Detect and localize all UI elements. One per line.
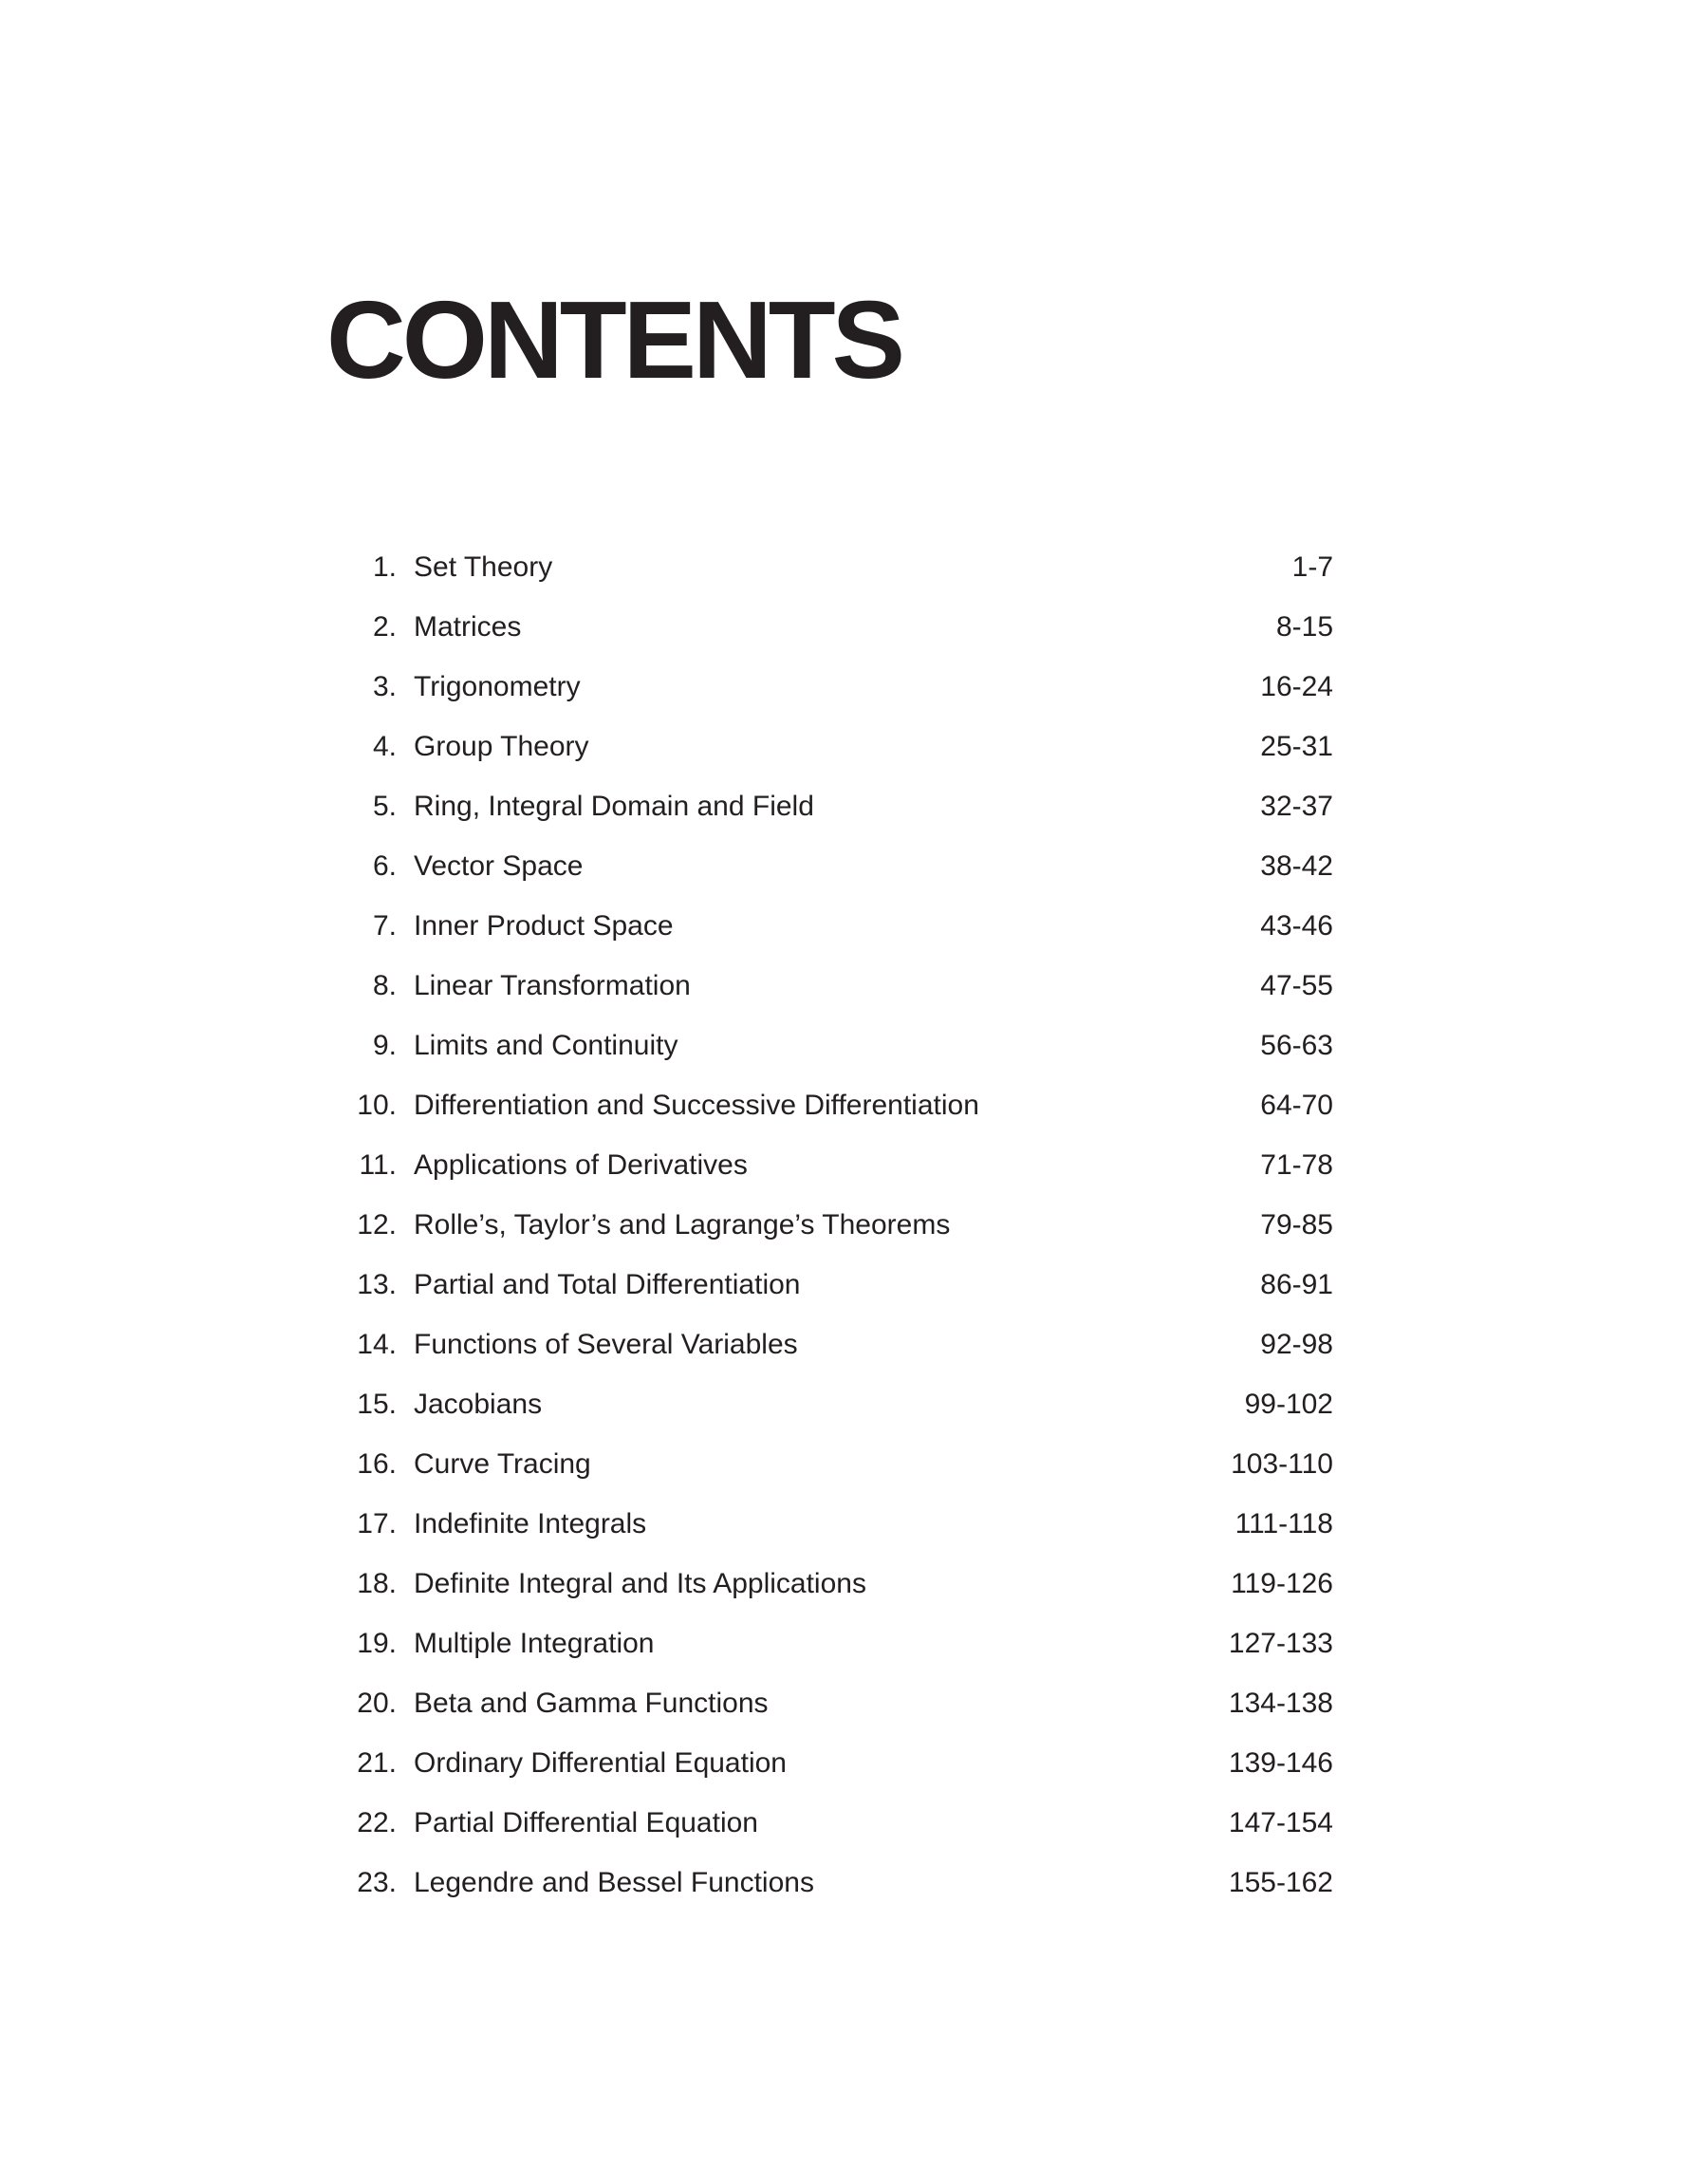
chapter-number: 17. [357,1508,397,1539]
chapter-title: Rolle’s, Taylor’s and Lagrange’s Theorems [414,1209,951,1241]
chapter-title: Linear Transformation [414,970,691,1001]
chapter-title: Partial Differential Equation [414,1807,758,1838]
chapter-title: Inner Product Space [414,910,674,942]
toc-entry [351,1614,1333,1673]
toc-entry [351,1494,1333,1554]
chapter-title: Functions of Several Variables [414,1329,798,1360]
chapter-number: 4. [372,731,397,762]
page-title: CONTENTS [326,278,901,401]
page-range: 147-154 [1228,1807,1333,1838]
toc-entry [351,1195,1333,1255]
page-range: 103-110 [1231,1448,1333,1480]
chapter-number: 18. [357,1568,397,1599]
page-range: 8-15 [1275,611,1333,643]
page-range: 127-133 [1228,1628,1333,1659]
chapter-title: Beta and Gamma Functions [414,1688,769,1719]
page-range: 64-70 [1260,1090,1333,1121]
chapter-number: 9. [372,1030,397,1061]
chapter-number: 10. [357,1090,397,1121]
chapter-title: Vector Space [414,850,584,882]
toc-entry [351,1374,1333,1434]
page-range: 43-46 [1260,910,1333,942]
chapter-number: 23. [357,1867,397,1898]
toc-entry [351,717,1333,776]
page-range: 99-102 [1244,1389,1333,1420]
page-range: 119-126 [1231,1568,1333,1599]
toc-entry [351,1315,1333,1374]
chapter-number: 15. [357,1389,397,1420]
page-range: 38-42 [1260,850,1333,882]
chapter-title: Group Theory [414,731,589,762]
chapter-number: 5. [372,791,397,822]
toc-entry [351,776,1333,836]
chapter-title: Multiple Integration [414,1628,655,1659]
chapter-number: 20. [357,1688,397,1719]
chapter-title: Matrices [414,611,522,643]
chapter-number: 6. [372,850,397,882]
chapter-title: Differentiation and Successive Differentiation [414,1090,979,1121]
toc-entry [351,836,1333,896]
toc-entry [351,1434,1333,1494]
page-range: 47-55 [1260,970,1333,1001]
toc-entry [351,896,1333,956]
chapter-number: 16. [357,1448,397,1480]
page-range: 1-7 [1291,551,1333,583]
page-range: 92-98 [1260,1329,1333,1360]
page-range: 56-63 [1260,1030,1333,1061]
toc-entry [351,1853,1333,1912]
chapter-title: Indefinite Integrals [414,1508,647,1539]
chapter-title: Applications of Derivatives [414,1149,748,1181]
chapter-number: 8. [372,970,397,1001]
page-range: 32-37 [1260,791,1333,822]
toc-entry [351,1255,1333,1315]
chapter-title: Partial and Total Differentiation [414,1269,801,1300]
chapter-title: Curve Tracing [414,1448,591,1480]
toc-entry [351,1793,1333,1853]
toc-entry [351,537,1333,597]
toc-entry [351,1135,1333,1195]
chapter-title: Jacobians [414,1389,543,1420]
chapter-number: 1. [372,551,397,583]
chapter-title: Definite Integral and Its Applications [414,1568,866,1599]
chapter-title: Ordinary Differential Equation [414,1747,787,1779]
chapter-number: 3. [372,671,397,702]
chapter-title: Trigonometry [414,671,581,702]
chapter-number: 2. [372,611,397,643]
page-range: 79-85 [1260,1209,1333,1241]
page-range: 134-138 [1228,1688,1333,1719]
toc-entry [351,1673,1333,1733]
chapter-number: 22. [357,1807,397,1838]
chapter-number: 19. [357,1628,397,1659]
toc-entry [351,956,1333,1016]
page-range: 86-91 [1260,1269,1333,1300]
chapter-number: 7. [372,910,397,942]
page-range: 71-78 [1260,1149,1333,1181]
toc-entry [351,1016,1333,1075]
table-of-contents [351,537,1333,1912]
toc-entry [351,1733,1333,1793]
toc-entry [351,657,1333,717]
toc-entry [351,1075,1333,1135]
page-range: 111-118 [1235,1508,1333,1539]
chapter-title: Ring, Integral Domain and Field [414,791,814,822]
page-range: 155-162 [1228,1867,1333,1898]
page-range: 16-24 [1260,671,1333,702]
chapter-title: Limits and Continuity [414,1030,678,1061]
toc-entry [351,597,1333,657]
toc-entry [351,1554,1333,1614]
page-range: 139-146 [1228,1747,1333,1779]
page-range: 25-31 [1260,731,1333,762]
chapter-number: 13. [357,1269,397,1300]
chapter-title: Legendre and Bessel Functions [414,1867,814,1898]
chapter-number: 14. [357,1329,397,1360]
chapter-number: 12. [357,1209,397,1241]
chapter-title: Set Theory [414,551,553,583]
chapter-number: 21. [357,1747,397,1779]
chapter-number: 11. [359,1149,397,1181]
